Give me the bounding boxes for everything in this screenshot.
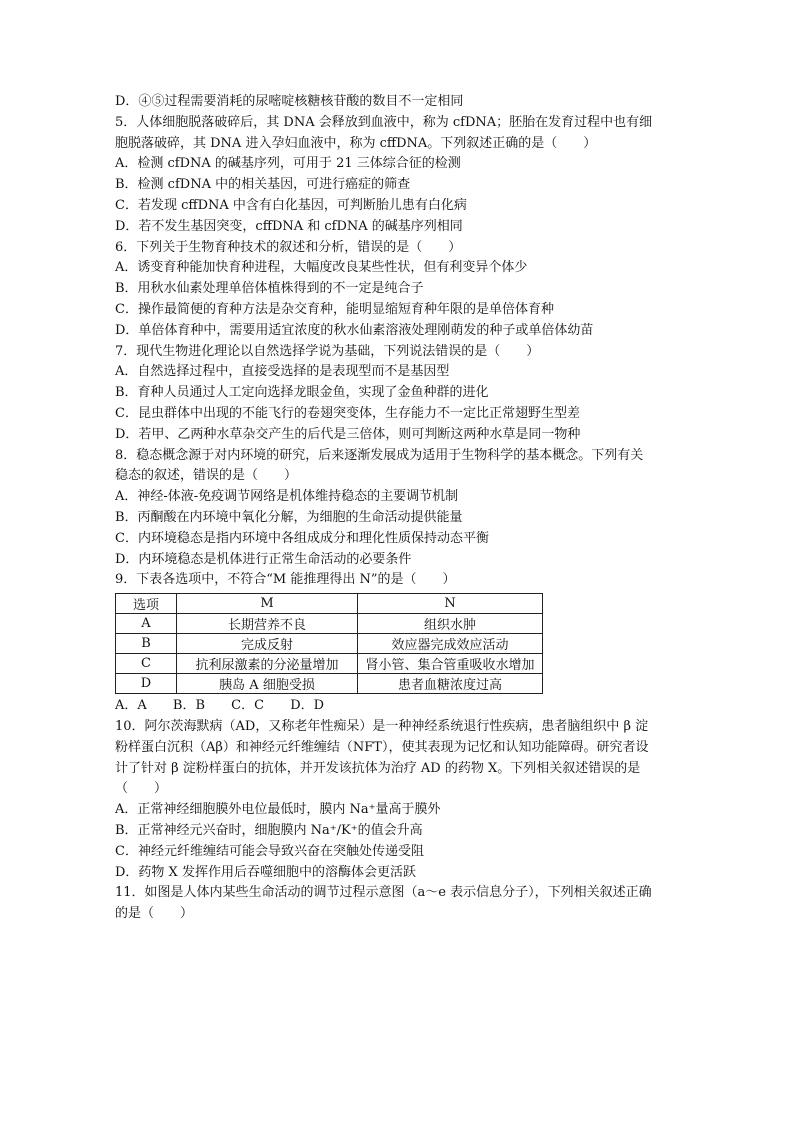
table-cell: D [116, 674, 177, 694]
table-row [116, 614, 543, 634]
text-line: 7．现代生物进化理论以自然选择学说为基础，下列说法错误的是（ ） [115, 343, 540, 359]
text-line: A．检测 cfDNA 的碱基序列，可用于 21 三体综合征的检测 [115, 156, 461, 172]
text-line: D．④⑤过程需要消耗的尿嘧啶核糖核苷酸的数目不一定相同 [115, 94, 464, 109]
table-cell: 抗利尿激素的分泌量增加 [177, 654, 358, 674]
text-line: 10．阿尔茨海默病（AD，又称老年性痴呆）是一种神经系统退行性疾病，患者脑组织中 β 淀 [115, 718, 649, 734]
text-line: D．药物 X 发挥作用后吞噬细胞中的溶酶体会更活跃 [115, 864, 416, 880]
text-line: B．用秋水仙素处理单倍体植株得到的不一定是纯合子 [115, 281, 424, 297]
text-line: 8．稳态概念源于对内环境的研究，后来逐渐发展成为适用于生物科学的基本概念。下列有关 [115, 447, 644, 463]
table-cell: 效应器完成效应活动 [358, 634, 543, 654]
text-line: A．神经-体液-免疫调节网络是机体维持稳态的主要调节机制 [115, 489, 459, 505]
text-line: B．丙酮酸在内环境中氧化分解，为细胞的生命活动提供能量 [115, 509, 463, 525]
table-cell: 完成反射 [177, 634, 358, 654]
table-cell: 肾小管、集合管重吸收水增加 [358, 654, 543, 674]
q9-options [115, 696, 685, 717]
table-cell: 长期营养不良 [177, 614, 358, 634]
text-line: 的是（ ） [115, 906, 194, 922]
text-line: B．正常神经元兴奋时，细胞膜内 Na⁺/K⁺的值会升高 [115, 822, 423, 838]
text-line: C．神经元纤维缠结可能会导致兴奋在突触处传递受阻 [115, 843, 424, 859]
table-cell: 组织水肿 [358, 614, 543, 634]
text-line: A．正常神经细胞膜外电位最低时，膜内 Na⁺量高于膜外 [115, 802, 441, 818]
table-cell: B [116, 634, 177, 654]
table-cell: 胰岛 A 细胞受损 [177, 674, 358, 694]
text-line: D．单倍体育种中，需要用适宜浓度的秋水仙素溶液处理刚萌发的种子或单倍体幼苗 [115, 322, 594, 338]
text-line: A．自然选择过程中，直接受选择的是表现型而不是基因型 [115, 364, 450, 380]
text-line: C．昆虫群体中出现的不能飞行的卷翅突变体，生存能力不一定比正常翅野生型差 [115, 405, 580, 421]
table-header-cell: N [358, 594, 543, 614]
table-header-cell: M [177, 594, 358, 614]
text-line: 6．下列关于生物育种技术的叙述和分析，错误的是（ ） [115, 239, 462, 255]
question-block-top [115, 92, 685, 591]
table-cell: C [116, 654, 177, 674]
text-line: B．检测 cfDNA 中的相关基因，可进行癌症的筛查 [115, 177, 411, 193]
option-a: A．A [115, 698, 147, 714]
text-line: C．操作最简便的育种方法是杂交育种，能明显缩短育种年限的是单倍体育种 [115, 301, 554, 317]
text-line: D．若不发生基因突变，cffDNA 和 cfDNA 的碱基序列相同 [115, 218, 463, 234]
option-b: B．B [172, 698, 206, 714]
text-line: C．若发现 cffDNA 中含有白化基因，可判断胎儿患有白化病 [115, 197, 467, 213]
text-line: C．内环境稳态是指内环境中各组成成分和理化性质保持动态平衡 [115, 530, 489, 546]
exam-page [115, 92, 685, 925]
text-line: B．育种人员通过人工定向选择龙眼金鱼，实现了金鱼种群的进化 [115, 385, 489, 401]
table-row [116, 674, 543, 694]
question-block-bottom [115, 717, 685, 925]
text-line: 5．人体细胞脱落破碎后，其 DNA 会释放到血液中，称为 cfDNA；胚胎在发育过程中也有细 [115, 114, 653, 130]
text-line: A．诱变育种能加快育种进程，大幅度改良某些性状，但有利变异个体少 [115, 260, 528, 276]
table-header-cell: 选项 [116, 594, 177, 614]
text-line: 胞脱落破碎，其 DNA 进入孕妇血液中，称为 cffDNA。下列叙述正确的是（ ） [115, 135, 597, 151]
text-line: 粉样蛋白沉积（Aβ）和神经元纤维缠结（NFT），使其表现为记忆和认知功能障碍。研究者设 [115, 739, 649, 755]
text-line: 11．如图是人体内某些生命活动的调节过程示意图（a～e 表示信息分子），下列相关叙述正确 [115, 885, 652, 901]
text-line: 计了针对 β 淀粉样蛋白的抗体，并开发该抗体为治疗 AD 的药物 X。下列相关叙述错误的是 [115, 760, 641, 776]
table-cell: 患者血糖浓度过高 [358, 674, 543, 694]
table-cell: A [116, 614, 177, 634]
option-c: C．C [231, 698, 265, 714]
text-line: 稳态的叙述，错误的是（ ） [115, 468, 298, 484]
option-d: D．D [290, 698, 325, 714]
table-header-row [116, 594, 543, 614]
text-line: （ ） [115, 781, 168, 797]
q9-table [115, 593, 543, 694]
text-line: 9．下表各选项中，不符合“M 能推理得出 N”的是（ ） [115, 572, 456, 588]
text-line: D．若甲、乙两种水草杂交产生的后代是三倍体，则可判断这两种水草是同一物种 [115, 426, 581, 442]
table-row [116, 634, 543, 654]
table-row [116, 654, 543, 674]
text-line: D．内环境稳态是机体进行正常生命活动的必要条件 [115, 551, 412, 567]
